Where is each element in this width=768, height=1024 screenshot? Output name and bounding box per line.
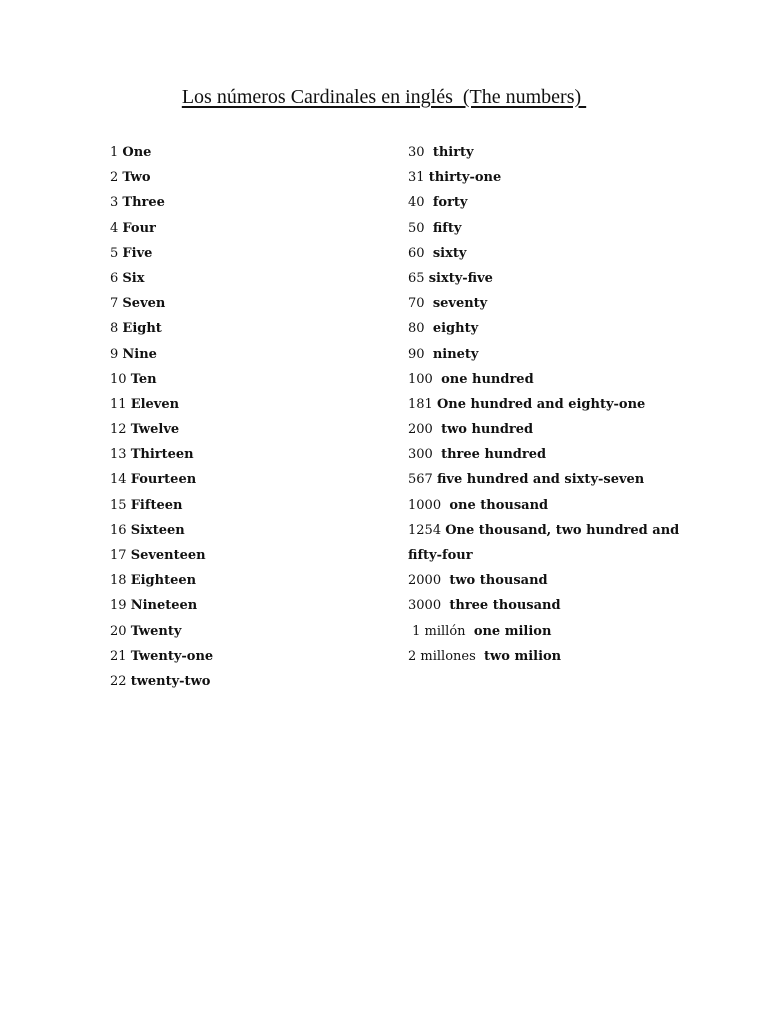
number-entry xyxy=(110,319,213,344)
number-word: Ten xyxy=(130,371,157,387)
number-entry xyxy=(408,622,679,647)
number-entry xyxy=(408,168,679,193)
number-digits: 1 millón xyxy=(408,623,474,639)
number-digits: 21 xyxy=(110,648,131,664)
number-word: sixty xyxy=(432,245,467,261)
number-word: Twelve xyxy=(130,422,180,438)
number-entry xyxy=(408,571,679,596)
number-word: three hundred xyxy=(441,447,547,463)
number-entry xyxy=(110,168,213,193)
number-entry xyxy=(408,269,679,294)
number-entry xyxy=(110,143,213,168)
number-digits: 4 xyxy=(110,220,123,236)
number-digits: 65 xyxy=(408,270,429,286)
number-digits: 5 xyxy=(110,245,123,261)
left-number-column xyxy=(110,143,213,697)
number-digits: 8 xyxy=(110,321,123,337)
number-word: Five xyxy=(122,245,153,261)
number-digits: 19 xyxy=(110,598,131,614)
number-digits: 2 xyxy=(110,170,123,186)
number-word: three thousand xyxy=(449,598,561,614)
number-word: Eighteen xyxy=(130,573,197,589)
number-word: twenty-two xyxy=(130,673,211,689)
number-digits: 18 xyxy=(110,573,131,589)
number-word: fifty xyxy=(432,220,462,236)
number-word: Twenty xyxy=(130,623,182,639)
number-word: Six xyxy=(122,270,145,286)
number-digits: 7 xyxy=(110,296,123,312)
number-digits: 17 xyxy=(110,548,131,563)
number-word: seventy xyxy=(432,296,488,312)
number-word: Nine xyxy=(122,346,157,362)
number-word: Sixteen xyxy=(130,522,185,538)
number-digits: 30 xyxy=(408,145,433,160)
number-word: Eight xyxy=(122,321,162,337)
number-digits: 1254 xyxy=(408,522,446,538)
number-word: One xyxy=(122,145,152,160)
number-entry xyxy=(408,319,679,344)
number-word: eighty xyxy=(432,321,479,337)
number-entry xyxy=(408,244,679,269)
number-digits: 3000 xyxy=(408,598,450,614)
number-entry xyxy=(408,395,679,420)
number-word: Nineteen xyxy=(130,598,198,614)
number-entry xyxy=(110,269,213,294)
number-entry xyxy=(110,294,213,319)
number-word: forty xyxy=(432,195,468,211)
number-digits: 40 xyxy=(408,195,433,211)
number-entry xyxy=(110,420,213,445)
number-word: sixty-five xyxy=(428,270,493,286)
number-entry xyxy=(408,345,679,370)
number-word: Fifteen xyxy=(130,497,183,513)
number-entry xyxy=(408,596,679,621)
number-digits: 50 xyxy=(408,220,433,236)
page-title: Los números Cardinales en inglés (The numbers) xyxy=(181,86,587,108)
right-number-column xyxy=(408,143,679,672)
number-digits: 70 xyxy=(408,296,433,312)
number-word: thirty-one xyxy=(428,170,502,186)
number-entry xyxy=(110,496,213,521)
number-entry xyxy=(408,193,679,218)
number-entry xyxy=(110,244,213,269)
number-entry xyxy=(408,546,679,571)
number-digits: 20 xyxy=(110,623,131,639)
number-digits: 3 xyxy=(110,195,123,211)
number-entry xyxy=(110,647,213,672)
number-entry xyxy=(110,345,213,370)
number-entry xyxy=(408,370,679,395)
number-word: two milion xyxy=(484,648,562,664)
number-word: one milion xyxy=(473,623,552,639)
number-word: one thousand xyxy=(449,497,549,513)
number-word: Thirteen xyxy=(130,447,194,463)
number-entry xyxy=(110,219,213,244)
number-entry xyxy=(110,622,213,647)
number-word: Eleven xyxy=(130,396,180,412)
number-word: Seventeen xyxy=(130,548,206,563)
number-word: two thousand xyxy=(449,573,548,589)
number-digits: 90 xyxy=(408,346,433,362)
number-digits: 16 xyxy=(110,522,131,538)
number-entry xyxy=(408,294,679,319)
number-digits: 1000 xyxy=(408,497,450,513)
number-digits: 10 xyxy=(110,371,131,387)
number-word: fifty-four xyxy=(408,548,473,563)
number-digits: 13 xyxy=(110,447,131,463)
number-digits: 567 xyxy=(408,472,437,488)
number-entry xyxy=(408,219,679,244)
number-entry xyxy=(408,420,679,445)
number-entry xyxy=(110,596,213,621)
number-entry xyxy=(408,143,679,168)
number-word: five hundred and sixty-seven xyxy=(436,472,645,488)
number-digits: 14 xyxy=(110,472,131,488)
number-word: One hundred and eighty-one xyxy=(436,396,646,412)
number-digits: 60 xyxy=(408,245,433,261)
number-word: one hundred xyxy=(441,371,534,387)
number-entry xyxy=(408,521,679,546)
number-word: Fourteen xyxy=(130,472,197,488)
number-word: Four xyxy=(122,220,156,236)
number-word: two hundred xyxy=(441,422,534,438)
number-entry xyxy=(110,571,213,596)
number-digits: 31 xyxy=(408,170,429,186)
number-entry xyxy=(110,546,213,571)
number-word: Twenty-one xyxy=(130,648,214,664)
number-digits: 6 xyxy=(110,270,123,286)
number-entry xyxy=(110,672,213,697)
number-word: Seven xyxy=(122,296,166,312)
number-digits: 200 xyxy=(408,422,442,438)
number-digits: 2 millones xyxy=(408,648,485,664)
number-digits: 15 xyxy=(110,497,131,513)
number-word: ninety xyxy=(432,346,479,362)
number-entry xyxy=(408,647,679,672)
number-entry xyxy=(110,370,213,395)
number-word: Two xyxy=(122,170,151,186)
number-word: thirty xyxy=(432,145,474,160)
number-digits: 22 xyxy=(110,673,131,689)
number-word: One thousand, two hundred and xyxy=(445,522,680,538)
number-entry xyxy=(408,445,679,470)
number-entry xyxy=(110,193,213,218)
number-digits: 181 xyxy=(408,396,437,412)
number-entry xyxy=(110,470,213,495)
number-digits: 12 xyxy=(110,422,131,438)
number-digits: 1 xyxy=(110,145,123,160)
number-digits: 2000 xyxy=(408,573,450,589)
number-digits: 11 xyxy=(110,396,131,412)
number-entry xyxy=(408,496,679,521)
number-digits: 9 xyxy=(110,346,123,362)
number-entry xyxy=(110,521,213,546)
number-entry xyxy=(110,395,213,420)
number-digits: 80 xyxy=(408,321,433,337)
number-digits: 100 xyxy=(408,371,442,387)
number-entry xyxy=(408,470,679,495)
number-entry xyxy=(110,445,213,470)
number-word: Three xyxy=(122,195,165,211)
number-digits: 300 xyxy=(408,447,442,463)
